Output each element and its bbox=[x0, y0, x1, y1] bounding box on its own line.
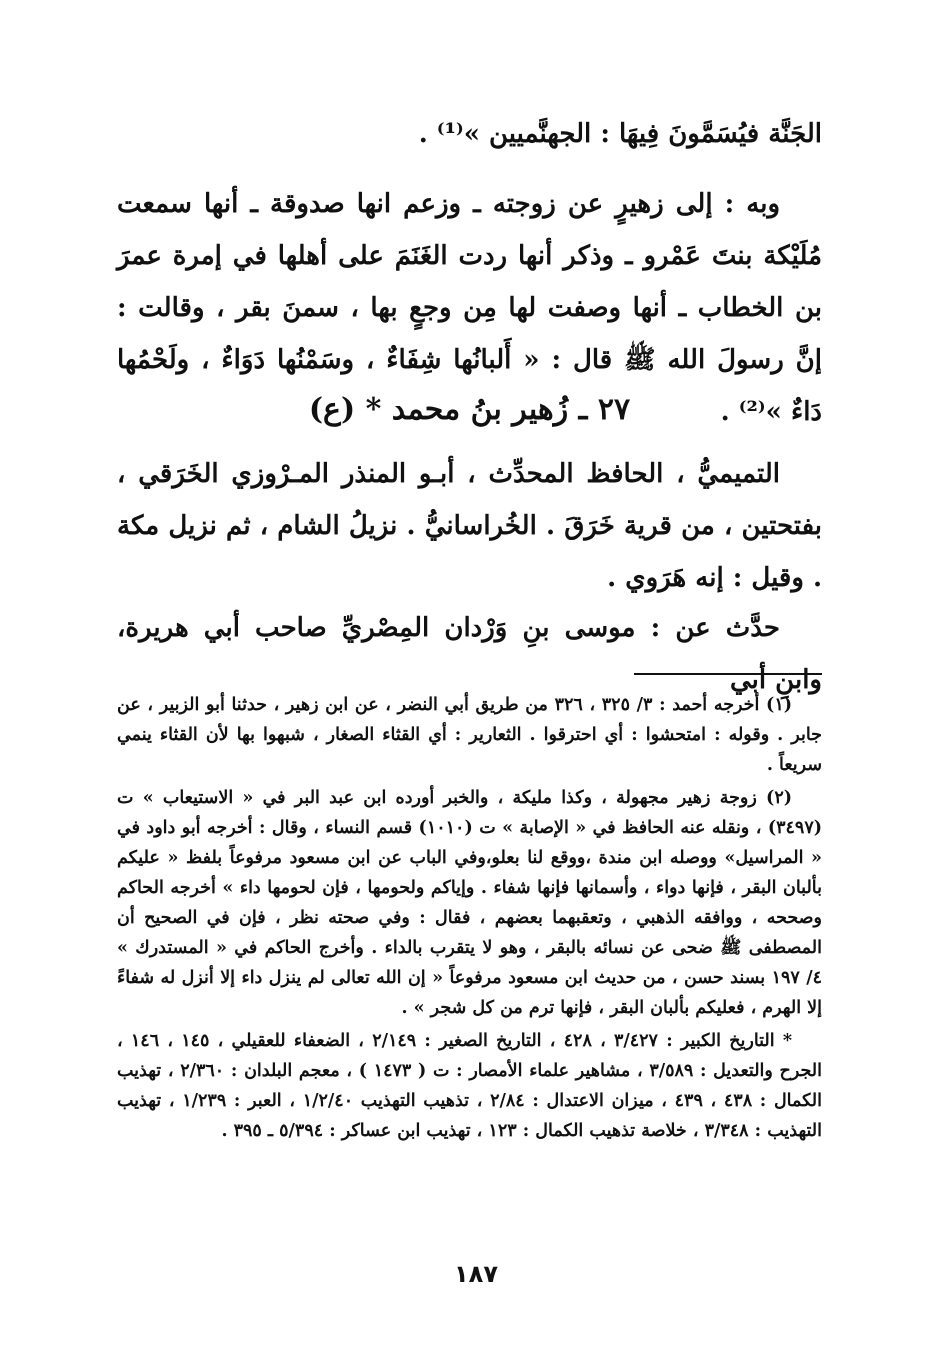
paragraph-biography: التميميُّ ، الحافظ المحدِّث ، أبـو المنذر المـرْوزي الخَرَقي ، بفتحتين ، من قرية خَرَقَ . الخُراسانيُّ . نزيلُ الشام ، ثم نزيل مكة . وقيل : إنه هَرَوي . bbox=[117, 459, 822, 593]
paragraph-narrated-from: حدَّث عن : موسى بنِ وَرْدان المِصْريِّ صاحب أبي هريرة، وابنِ أبي bbox=[117, 613, 822, 695]
footnote-sources: * التاريخ الكبير : ٣/٤٢٧ ، ٤٢٨ ، التاريخ الصغير : ٢/١٤٩ ، الضعفاء للعقيلي ، ١٤٥ ، ١٤٦ ، الجرح والتعديل : ٣/٥٨٩ ، مشاهير علماء الأمصار : ت ( ١٤٧٣ ) ، معجم البلدان : ٢/٣٦٠ ، تهذيب الكمال : ٤٣٨ ، ٤٣٩ ، ميزان الاعتدال : ٢/٨٤ ، تذهيب التهذيب ١/٢/٤٠ ، العبر : ١/٢٣٩ ، تهذيب التهذيب : ٣/٣٤٨ ، خلاصة تذهيب الكمال : ١٢٣ ، تهذيب ابن عساكر : ٥/٣٩٤ ـ ٣٩٥ . bbox=[117, 1031, 822, 1141]
footnote-1: (١) أخرجه أحمد : ٣/ ٣٢٥ ، ٣٢٦ من طريق أبي النضر ، عن ابن زهير ، حدثنا أبو الزبير ، عن جابر . وقوله : امتحشوا : أي احترقوا . الثعارير : أي القثاء الصغار ، شبهوا بها لأن القثاء ينمي سريعاً . bbox=[117, 695, 822, 775]
footnotes bbox=[117, 690, 822, 1149]
entry-heading: ٢٧ ـ زُهير بنُ محمد * (ع) bbox=[308, 392, 631, 427]
paragraph-hadith: وبه : إلى زهيرٍ عن زوجته ـ وزعم انها صدوقة ـ أنها سمعت مُلَيْكة بنتَ عَمْرو ـ وذكر أنها ردت الغَنَمَ على أهلها في إمرة عمرَ بن الخطاب ـ أنها وصفت لها مِن وجعٍ بها ، سمنَ بقر ، وقالت : إنَّ رسولَ الله ﷺ قال : « أَلبانُها شِفَاءٌ ، وسَمْنُها دَوَاءٌ ، ولَحْمُها دَاءٌ »⁽²⁾ . bbox=[117, 189, 823, 427]
footnote-separator bbox=[634, 673, 822, 675]
paragraph-continuation: الجَنَّة فيُسَمَّونَ فِيهَا : الجهنَّميين »⁽¹⁾ . bbox=[418, 119, 822, 149]
page-number: ١٨٧ bbox=[454, 1260, 498, 1288]
footnote-2: (٢) زوجة زهير مجهولة ، وكذا مليكة ، والخبر أورده ابن عبد البر في « الاستيعاب » ت (٣٤٩٧) ، ونقله عنه الحافظ في « الإصابة » ت (١٠١٠) قسم النساء ، وقال : أخرجه أبو داود في « المراسيل» ووصله ابن مندة ،ووقع لنا بعلو،وفي الباب عن ابن مسعود مرفوعاً بلفظ « عليكم بألبان البقر ، فإنها دواء ، وأسمانها فإنها شفاء . وإياكم ولحومها ، فإن لحومها داء » أخرجه الحاكم وصححه ، ووافقه الذهبي ، وتعقبهما بعضهم ، فقال : وفي صحته نظر ، فإن في الصحيح أن المصطفى ﷺ ضحى عن نسائه بالبقر ، وهو لا يتقرب بالداء . وأخرج الحاكم في « المستدرك » ٤/ ١٩٧ بسند حسن ، من حديث ابن مسعود مرفوعاً « إن الله تعالى لم ينزل داء إلا أنزل له شفاءً إلا الهرم ، فعليكم بألبان البقر ، فإنها ترم من كل شجر » . bbox=[117, 788, 823, 1018]
main-text-block bbox=[117, 448, 822, 604]
main-text-block bbox=[117, 108, 822, 160]
